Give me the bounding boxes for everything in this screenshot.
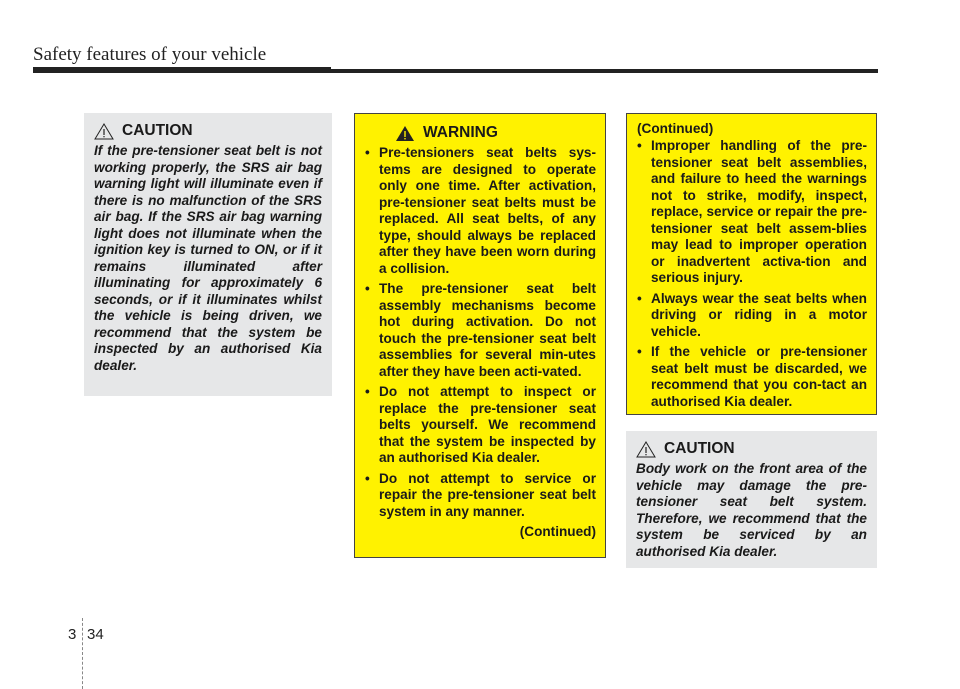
page-divider-line [82,618,83,689]
warning-item: • The pre-tensioner seat belt assembly mechanisms become hot during activation. Do not touch the pre-tensioner seat belt assemblies for several min-utes after they have been acti-vated. [365,281,596,380]
warning-item: • Always wear the seat belts when driving or riding in a motor vehicle. [637,291,867,341]
warning-item: • If the vehicle or pre-tensioner seat belt must be discarded, we recommend that you con-tact an authorised Kia dealer. [637,344,867,410]
warning-item: • Improper handling of the pre-tensioner seat belt assemblies, and failure to heed the warnings not to strike, modify, inspect, replace, service or repair the pre-tensioner seat belt assem-blies may lead to improper operation or inadvertent activa-tion and serious injury. [637,138,867,287]
caution-box-pretensioner [84,113,332,396]
caution-box-bodywork [626,431,877,568]
caution-triangle-icon [94,123,114,140]
warning-item: • Do not attempt to service or repair the pre-tensioner seat belt system in any manner. [365,471,596,521]
page-number: 34 [87,626,104,643]
chapter-number: 3 [68,626,77,643]
warning-triangle-icon [395,125,415,142]
warning-list [637,138,867,410]
caution-title-row [94,122,322,140]
continued-label: (Continued) [637,121,714,136]
warning-item: • Do not attempt to inspect or replace the pre-tensioner seat belts yourself. We recommend that the system be inspected by an authorised Kia dealer. [365,384,596,467]
warning-continued-box [626,113,877,415]
warning-title-row [395,124,596,142]
warning-item: • Pre-tensioners seat belts sys-tems are designed to operate only one time. After activation, pre-tensioner seat belts must be replaced. All seat belts, of any type, should always be replaced after they have been worn during a collision. [365,145,596,277]
warning-title: WARNING [423,124,498,141]
continued-label: (Continued) [519,524,596,539]
caution-triangle-icon [636,441,656,458]
caution-title: CAUTION [664,440,735,457]
page-header: Safety features of your vehicle [33,44,267,65]
caution-text: If the pre-tensioner seat belt is not working properly, the SRS air bag warning light will illuminate even if there is no malfunction of the SRS air bag. If the SRS air bag warning light does not illuminate when the ignition key is turned to ON, or if it remains illuminated after illuminating for approximately 6 seconds, or if it illuminates whilst the vehicle is being driven, we recommend that the system be inspected by an authorised Kia dealer. [94,143,322,373]
header-rule [33,69,878,73]
warning-list [365,145,596,520]
caution-title: CAUTION [122,122,193,139]
warning-box [354,113,606,558]
caution-title-row [636,440,867,458]
caution-text: Body work on the front area of the vehicle may damage the pre-tensioner seat belt system. Therefore, we recommend that the system be serviced by an authorised Kia dealer. [636,461,867,559]
